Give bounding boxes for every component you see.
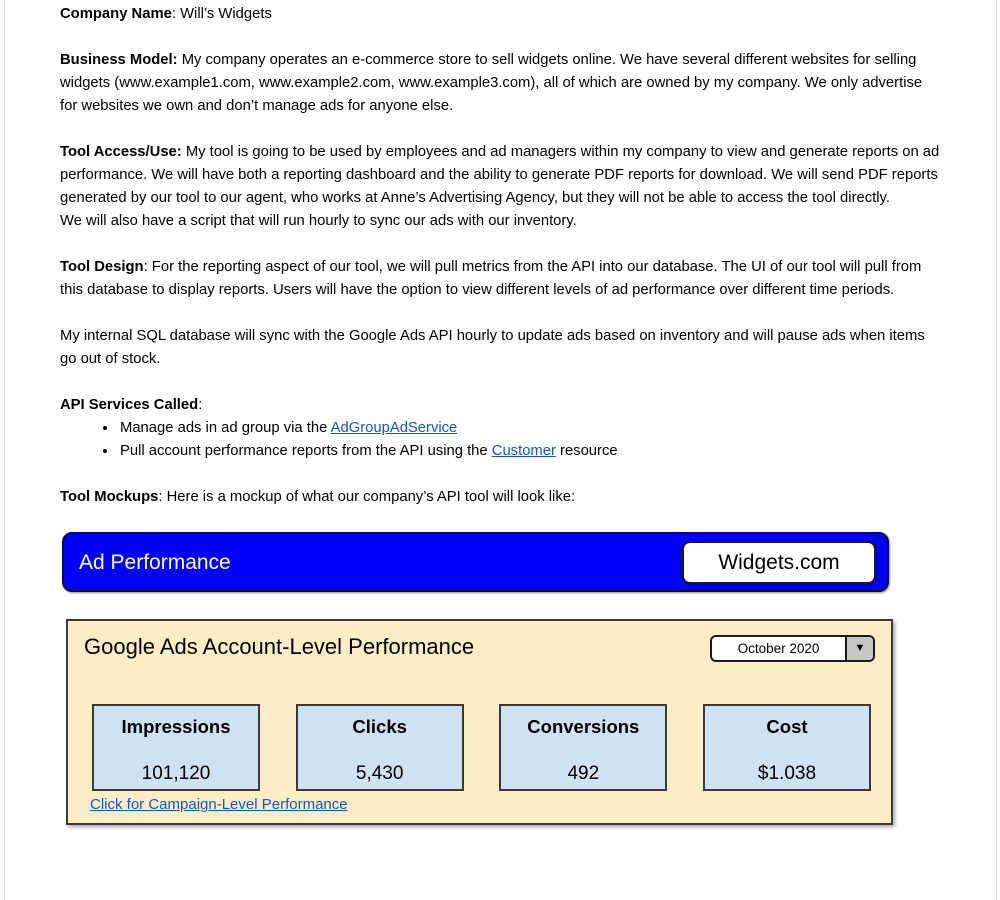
- tool-access-paragraph: [60, 141, 940, 233]
- customer-link[interactable]: Customer: [491, 443, 556, 459]
- bullet-2-post: resource: [555, 443, 618, 459]
- month-dropdown[interactable]: [710, 635, 875, 662]
- api-services-colon: :: [198, 397, 203, 413]
- api-services-list: [60, 417, 940, 463]
- conversions-label: Conversions: [527, 716, 640, 737]
- bullet-1-text: Manage ads in ad group via the: [120, 420, 331, 436]
- tool-mockups-text: : Here is a mockup of what our company’s API tool will look like:: [158, 489, 576, 505]
- tool-access-line2: We will also have a script that will run hourly to sync our ads with our inventory.: [60, 213, 577, 229]
- dropdown-button[interactable]: [845, 637, 873, 660]
- business-model-text: My company operates an e-commerce store to sell widgets online. We have several different websites for selling widgets (www.example1.com, www.example2.com, www.example3.com), all of which are owned by my company. We only advertise for websites we own and don’t manage ads for anyone else.: [60, 52, 923, 114]
- clicks-card: [296, 704, 464, 791]
- company-name-line: [60, 3, 940, 26]
- impressions-label: Impressions: [121, 716, 231, 737]
- list-item: [118, 417, 940, 440]
- page-edge-right: [996, 0, 997, 900]
- document-body: [60, 3, 940, 825]
- chevron-down-icon: ▼: [854, 642, 866, 654]
- tool-access-text: My tool is going to be used by employees and ad managers within my company to view and generate reports on ad performance. We will have both a reporting dashboard and the ability to generate PDF reports for download. We will send PDF reports generated by our tool to our agent, who works at Anne’s Advertising Agency, but they will not be able to access the tool directly.: [60, 144, 940, 206]
- month-dropdown-value: October 2020: [737, 641, 820, 656]
- cost-value: $1.038: [757, 763, 817, 784]
- clicks-label: Clicks: [352, 716, 407, 737]
- tool-mockups-label: Tool Mockups: [60, 489, 159, 505]
- impressions-value: 101,120: [141, 763, 211, 784]
- tool-mockups-line: [60, 486, 940, 509]
- conversions-card: [499, 704, 667, 791]
- bullet-2-text: Pull account performance reports from the API using the: [120, 443, 492, 459]
- list-item: [118, 440, 940, 463]
- metric-cards-row: [92, 704, 871, 791]
- page-edge-left: [4, 0, 5, 900]
- widgets-com-button[interactable]: Widgets.com: [682, 541, 876, 584]
- business-model-label: Business Model:: [60, 52, 178, 68]
- campaign-level-link[interactable]: Click for Campaign-Level Performance: [90, 796, 348, 813]
- account-performance-panel: [66, 619, 893, 825]
- tool-access-label: Tool Access/Use:: [60, 144, 182, 160]
- api-services-heading: [60, 394, 940, 417]
- panel-title: Google Ads Account-Level Performance: [84, 634, 475, 659]
- tool-design-label: Tool Design: [60, 259, 144, 275]
- impressions-card: [92, 704, 260, 791]
- cost-card: [703, 704, 871, 791]
- company-name-label: Company Name: [60, 6, 172, 22]
- tool-design-text: : For the reporting aspect of our tool, we will pull metrics from the API into our database. The UI of our tool will pull from this database to display reports. Users will have the option to view different levels of ad performance over different time periods.: [60, 259, 922, 298]
- mockup-header-banner: [62, 532, 889, 592]
- tool-design-paragraph: [60, 256, 940, 302]
- conversions-value: 492: [567, 763, 600, 784]
- ad-performance-title: Ad Performance: [79, 550, 231, 574]
- sql-sync-paragraph: My internal SQL database will sync with the Google Ads API hourly to update ads based on inventory and will pause ads when items go out of stock.: [60, 328, 925, 367]
- business-model-paragraph: [60, 49, 940, 118]
- panel-header: [68, 621, 891, 662]
- company-name-value: : Will’s Widgets: [171, 6, 272, 22]
- adgroupadservice-link[interactable]: AdGroupAdService: [330, 420, 458, 436]
- clicks-value: 5,430: [355, 763, 404, 784]
- cost-label: Cost: [766, 716, 808, 737]
- api-services-label: API Services Called: [60, 397, 199, 413]
